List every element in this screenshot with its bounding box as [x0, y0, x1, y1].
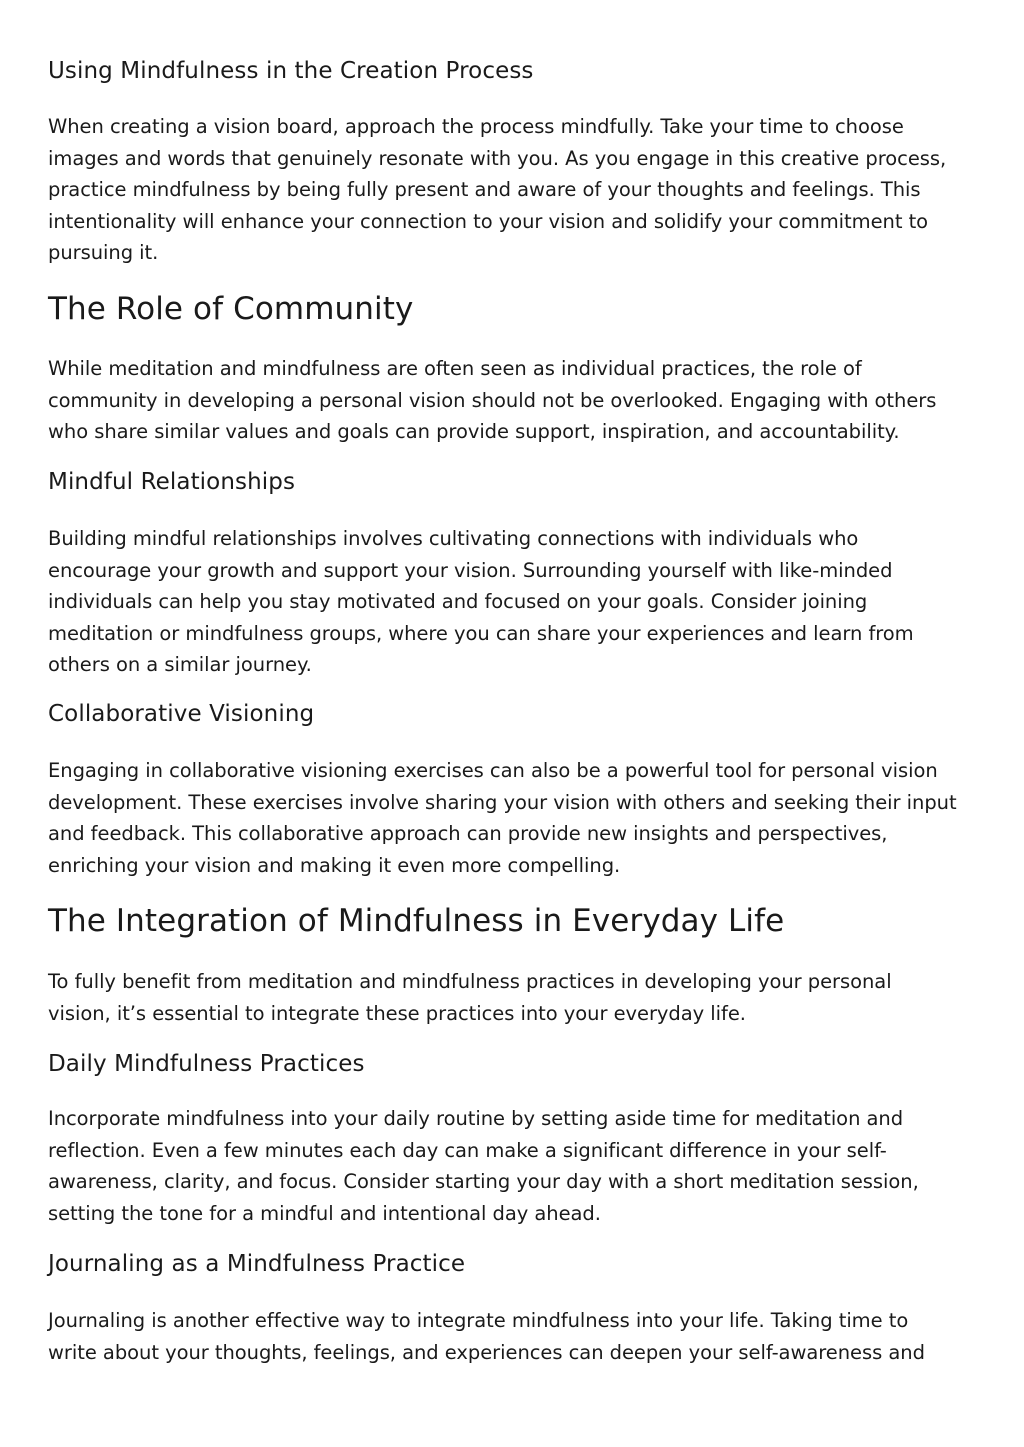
section-heading-role-of-community: The Role of Community	[48, 291, 414, 327]
text-line: and feedback. This collaborative approach can provide new insights and perspectives,	[48, 822, 888, 846]
text-line: To fully benefit from meditation and mindfulness practices in developing your personal	[48, 970, 892, 993]
text-line: pursuing it.	[48, 241, 159, 265]
paragraph-mindful-relationships	[48, 523, 978, 681]
text-line: Journaling is another effective way to integrate mindfulness into your life. Taking time to	[48, 1309, 909, 1332]
text-line: individuals can help you stay motivated and focused on your goals. Consider joining	[48, 590, 868, 614]
paragraph-creation-process	[48, 111, 978, 269]
text-line: who share similar values and goals can provide support, inspiration, and accountability.	[48, 420, 900, 444]
text-line: enriching your vision and making it even more compelling.	[48, 853, 621, 877]
text-line: awareness, clarity, and focus. Consider starting your day with a short meditation session,	[48, 1170, 919, 1194]
text-line: practice mindfulness by being fully present and aware of your thoughts and feelings. This	[48, 178, 921, 202]
section-heading-mindful-relationships: Mindful Relationships	[48, 469, 296, 495]
section-heading-integration-everyday-life: The Integration of Mindfulness in Everyday Life	[48, 903, 785, 939]
text-line: reflection. Even a few minutes each day can make a significant difference in your self-	[48, 1138, 887, 1162]
text-line: vision, it’s essential to integrate these practices into your everyday life.	[48, 1001, 746, 1025]
text-line: write about your thoughts, feelings, and experiences can deepen your self-awareness and	[48, 1340, 925, 1364]
paragraph-integration-everyday-life	[48, 966, 978, 1029]
paragraph-role-of-community	[48, 353, 978, 448]
text-line: community in developing a personal vision should not be overlooked. Engaging with others	[48, 388, 937, 412]
text-line: images and words that genuinely resonate with you. As you engage in this creative process,	[48, 146, 947, 170]
text-line: meditation or mindfulness groups, where you can share your experiences and learn from	[48, 621, 914, 645]
text-line: setting the tone for a mindful and intentional day ahead.	[48, 1201, 601, 1225]
paragraph-journaling	[48, 1305, 978, 1368]
text-line: Engaging in collaborative visioning exercises can also be a powerful tool for personal vision	[48, 759, 938, 782]
text-line: intentionality will enhance your connection to your vision and solidify your commitment to	[48, 209, 929, 233]
section-heading-daily-mindfulness: Daily Mindfulness Practices	[48, 1051, 365, 1077]
text-line: When creating a vision board, approach the process mindfully. Take your time to choose	[48, 115, 904, 138]
text-line: others on a similar journey.	[48, 653, 312, 677]
text-line: Incorporate mindfulness into your daily routine by setting aside time for meditation and	[48, 1107, 904, 1130]
section-heading-creation-process: Using Mindfulness in the Creation Process	[48, 58, 534, 84]
section-heading-collaborative-visioning: Collaborative Visioning	[48, 701, 315, 727]
text-line: encourage your growth and support your vision. Surrounding yourself with like-minded	[48, 558, 893, 582]
text-line: development. These exercises involve sharing your vision with others and seeking their input	[48, 790, 957, 814]
paragraph-collaborative-visioning	[48, 755, 978, 881]
text-line: Building mindful relationships involves cultivating connections with individuals who	[48, 527, 859, 550]
paragraph-daily-mindfulness	[48, 1103, 978, 1229]
section-heading-journaling: Journaling as a Mindfulness Practice	[48, 1251, 466, 1277]
text-line: While meditation and mindfulness are often seen as individual practices, the role of	[48, 357, 862, 380]
